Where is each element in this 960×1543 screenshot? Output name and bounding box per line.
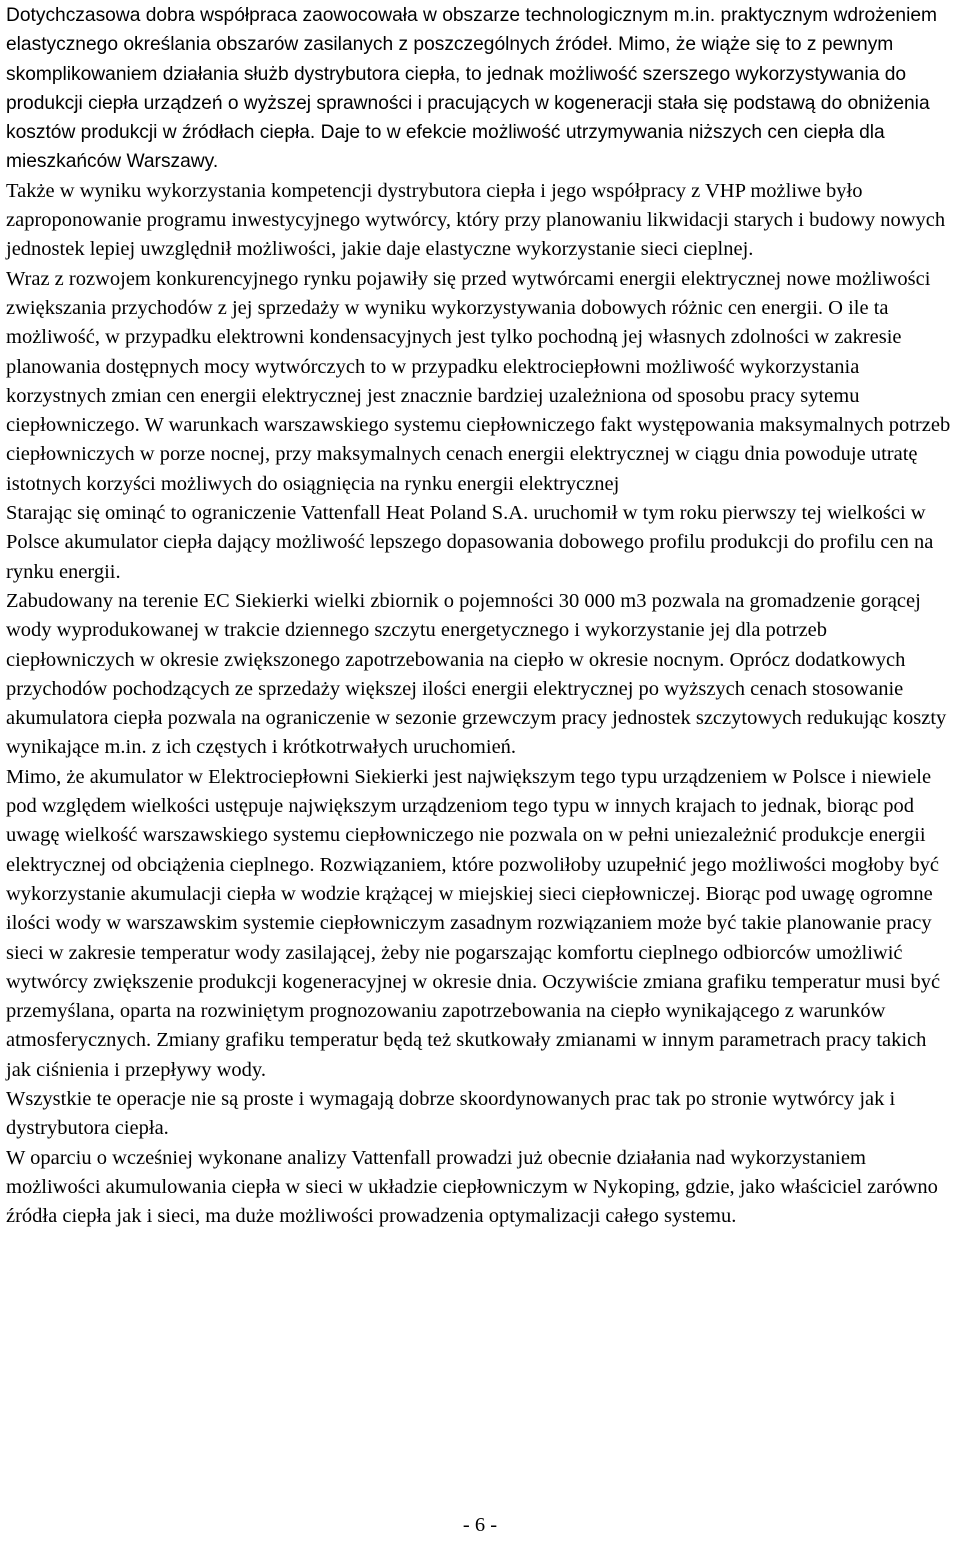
paragraph-text: Także w wyniku wykorzystania kompetencji dystrybutora ciepła i jego współpracy z VHP możliwe było zaproponowanie programu inwestycyjnego wytwórcy, który przy planowaniu likwidacji starych i budowy nowych jednostek lepiej uwzględnił możliwości, jakie daje elastyczne wykorzystanie sieci cieplnej. bbox=[6, 179, 946, 261]
paragraph-text: Wszystkie te operacje nie są proste i wymagają dobrze skoordynowanych prac tak po stronie wytwórcy jak i dystrybutora ciepła. bbox=[6, 1087, 896, 1140]
paragraph-text: Zabudowany na terenie EC Siekierki wielki zbiornik o pojemności 30 000 m3 pozwala na gromadzenie gorącej wody wyprodukowanej w trakcie dziennego szczytu energetycznego i wykorzystanie jej dla potrzeb ciepłowniczych w okresie zwiększonego zapotrzebowania na ciepło w okresie nocnym. Oprócz dodatkowych przychodów pochodzących ze sprzedaży większej ilości energii elektrycznej po wyższych cenach stosowanie akumulatora ciepła pozwala na ograniczenie w sezonie grzewczym pracy jednostek szczytowych redukując koszty wynikające m.in. z ich częstych i krótkotrwałych uruchomień. bbox=[6, 589, 947, 759]
paragraph-competitive-market bbox=[6, 265, 954, 499]
paragraph-text: Wraz z rozwojem konkurencyjnego rynku pojawiły się przed wytwórcami energii elektrycznej nowe możliwości zwiększania przychodów z jej sprzedaży w wyniku wykorzystywania dobowych różnic cen energii. O ile ta możliwość, w przypadku elektrowni kondensacyjnych jest tylko pochodną jej własnych zdolności w zakresie planowania dostępnych mocy wytwórczych to w przypadku elektrociepłowni możliwość wykorzystania korzystnych zmian cen energii elektrycznej jest znacznie bardziej uzależniona od sposobu pracy sytemu ciepłowniczego. W warunkach warszawskiego systemu ciepłowniczego fakt występowania maksymalnych potrzeb ciepłowniczych w porze nocnej, przy maksymalnych cenach energii elektrycznej w ciągu dnia powoduje utratę istotnych korzyści możliwych do osiągnięcia na rynku energii elektrycznej bbox=[6, 267, 951, 495]
paragraph-text: Mimo, że akumulator w Elektrociepłowni Siekierki jest największym tego typu urządzeniem w Polsce i niewiele pod względem wielkości ustępuje największym urządzeniom tego typu w innych krajach to jednak, biorąc pod uwagę wielkość warszawskiego systemu ciepłowniczego nie pozwala on w pełni uniezależnić produkcje energii elektrycznej od obciążenia cieplnego. Rozwiązaniem, które pozwoliłoby uzupełnić jego możliwości mogłoby być wykorzystanie akumulacji ciepła w wodzie krążącej w miejskiej sieci ciepłowniczej. Biorąc pod uwagę ogromne ilości wody w warszawskim systemie ciepłowniczym zasadnym rozwiązaniem może być takie planowanie pracy sieci w zakresie temperatur wody zasilającej, żeby nie pogarszając komfortu cieplnego odbiorców umożliwić wytwórcy zwiększenie produkcji kogeneracyjnej w okresie dnia. Oczywiście zmiana grafiku temperatur musi być przemyślana, oparta na rozwiniętym prognozowaniu zapotrzebowania na ciepło wynikającego z warunków atmosferycznych. Zmiany grafiku temperatur będą też skutkowały zmianami w innym parametrach pracy takich jak ciśnienia i przepływy wody. bbox=[6, 765, 941, 1081]
paragraph-network-accumulation bbox=[6, 763, 954, 1085]
page-number: - 6 - bbox=[462, 1514, 498, 1536]
document-body bbox=[6, 1, 954, 1231]
paragraph-text: Dotychczasowa dobra współpraca zaowocowała w obszarze technologicznym m.in. praktycznym wdrożeniem elastycznego określania obszarów zasilanych z poszczególnych źródeł. Mimo, że wiąże się to z pewnym skomplikowaniem działania służb dystrybutora ciepła, to jednak możliwość szerszego wykorzystywania do produkcji ciepła urządzeń o wyższej sprawności i pracujących w kogeneracji stała się podstawą do obniżenia kosztów produkcji w źródłach ciepła. Daje to w efekcie możliwość utrzymywania niższych cen ciepła dla mieszkańców Warszawy. bbox=[6, 5, 937, 173]
paragraph-text: Starając się ominąć to ograniczenie Vattenfall Heat Poland S.A. uruchomił w tym roku pierwszy tej wielkości w Polsce akumulator ciepła dający możliwość lepszego dopasowania dobowego profilu produkcji do profilu cen na rynku energii. bbox=[6, 502, 934, 583]
paragraph-vhp-competence bbox=[6, 177, 954, 265]
paragraph-text: W oparciu o wcześniej wykonane analizy Vattenfall prowadzi już obecnie działania nad wykorzystaniem możliwości akumulowania ciepła w sieci w układzie ciepłowniczym w Nykoping, gdzie, jako właściciel zarówno źródła ciepła jak i sieci, ma duże możliwości prowadzenia optymalizacji całego systemu. bbox=[6, 1146, 938, 1228]
paragraph-coordination bbox=[6, 1085, 954, 1144]
paragraph-cooperation bbox=[6, 1, 954, 177]
paragraph-nykoping bbox=[6, 1144, 954, 1232]
paragraph-heat-accumulator bbox=[6, 499, 954, 587]
paragraph-siekierki-tank bbox=[6, 587, 954, 763]
